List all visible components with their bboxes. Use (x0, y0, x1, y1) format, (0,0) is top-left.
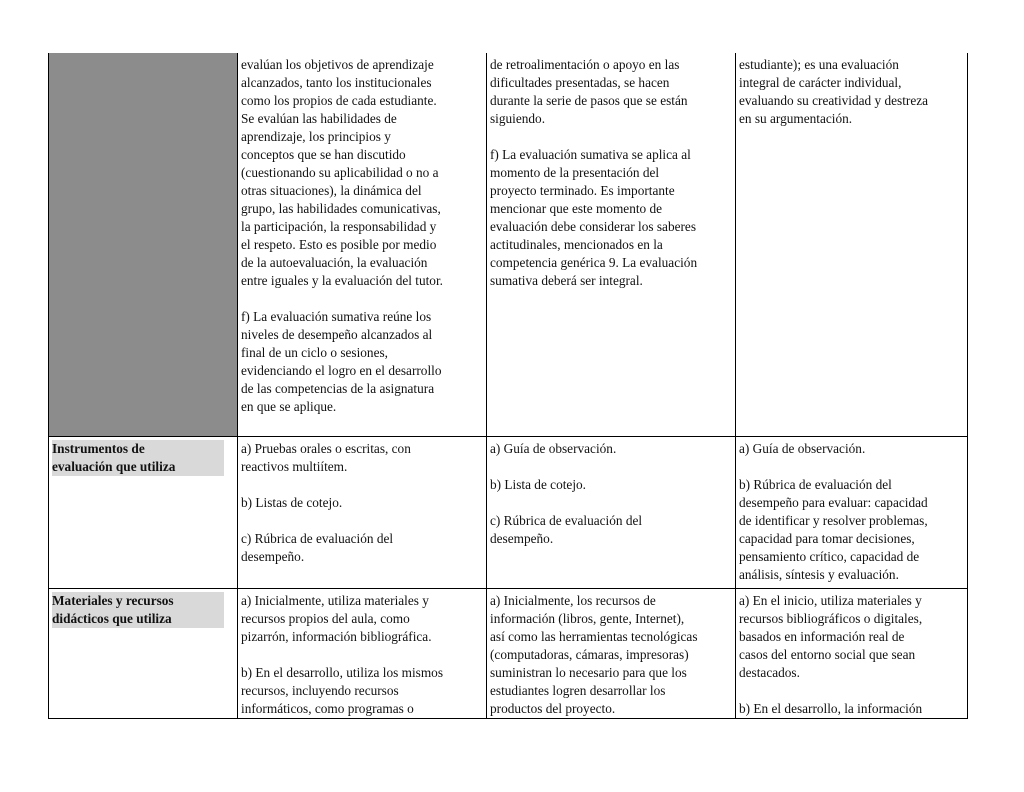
cell-r2-c2 (487, 436, 736, 588)
table-row-materiales (49, 588, 968, 718)
paragraph: a) Guía de observación. (739, 440, 866, 456)
table-row-instrumentos (49, 436, 968, 588)
paragraph: a) En el inicio, utiliza materiales y recursos bibliográficos o digitales, basados en información real de casos del entorno social que sean destacados. (739, 592, 923, 680)
row-label-instrumentos (49, 436, 238, 588)
cell-r2-c1 (238, 436, 487, 588)
cell-r1-c2 (487, 53, 736, 436)
paragraph: b) Lista de cotejo. (490, 476, 586, 492)
row-label-text: Instrumentos de evaluación que utiliza (52, 440, 176, 474)
cell-r2-c3 (736, 436, 968, 588)
table-row-continuation (49, 53, 968, 436)
paragraph: a) Guía de observación. (490, 440, 617, 456)
paragraph: b) En el desarrollo, utiliza los mismos recursos, incluyendo recursos informáticos, como programas o (241, 664, 444, 716)
cell-r3-c2 (487, 588, 736, 718)
row-label-materiales (49, 588, 238, 718)
paragraph: b) En el desarrollo, la información (739, 700, 923, 716)
paragraph: de retroalimentación o apoyo en las dificultades presentadas, se hacen durante la serie de pasos que se están siguiendo. (490, 57, 688, 126)
cell-r3-c3 (736, 588, 968, 718)
paragraph: c) Rúbrica de evaluación del desempeño. (241, 530, 394, 564)
row-label-text: Materiales y recursos didácticos que utiliza (52, 592, 174, 626)
row-label-blank (49, 53, 238, 436)
paragraph: c) Rúbrica de evaluación del desempeño. (490, 512, 643, 546)
cell-r1-c3 (736, 53, 968, 436)
cell-r3-c1 (238, 588, 487, 718)
paragraph: f) La evaluación sumativa reúne los niveles de desempeño alcanzados al final de un ciclo o sesiones, evidenciando el logro en el desarrollo de las competencias de la asignatura en que se aplique. (241, 309, 442, 414)
paragraph: f) La evaluación sumativa se aplica al momento de la presentación del proyecto terminado. Es importante mencionar que este momento de evaluación debe considerar los saberes actitudinales, mencionados en la competencia genérica 9. La evaluación sumativa deberá ser integral. (490, 147, 698, 288)
paragraph: a) Pruebas orales o escritas, con reactivos multiítem. (241, 440, 411, 474)
paragraph: estudiante); es una evaluación integral de carácter individual, evaluando su creatividad y destreza en su argumentación. (739, 57, 929, 126)
paragraph: a) Inicialmente, utiliza materiales y recursos propios del aula, como pizarrón, información bibliográfica. (241, 592, 432, 644)
paragraph: a) Inicialmente, los recursos de información (libros, gente, Internet), así como las herramientas tecnológicas (computadoras, cámaras, impresoras) suministran lo necesario para que los estudiantes logren desarrollar los productos del proyecto. (490, 592, 698, 716)
evaluation-table (48, 53, 968, 719)
cell-r1-c1 (238, 53, 487, 436)
paragraph: b) Listas de cotejo. (241, 494, 343, 510)
paragraph: b) Rúbrica de evaluación del desempeño para evaluar: capacidad de identificar y resolver problemas, capacidad para tomar decisiones, pensamiento crítico, capacidad de análisis, síntesis y evaluación. (739, 476, 928, 582)
paragraph: evalúan los objetivos de aprendizaje alcanzados, tanto los institucionales como los propios de cada estudiante. Se evalúan las habilidades de aprendizaje, los principios y conceptos que se han discutido (cuestionando su aplicabilidad o no a otras situaciones), la dinámica del grupo, las habilidades comunicativas, la participación, la responsabilidad y el respeto. Esto es posible por medio de la autoevaluación, la evaluación entre iguales y la evaluación del tutor. (241, 57, 443, 288)
